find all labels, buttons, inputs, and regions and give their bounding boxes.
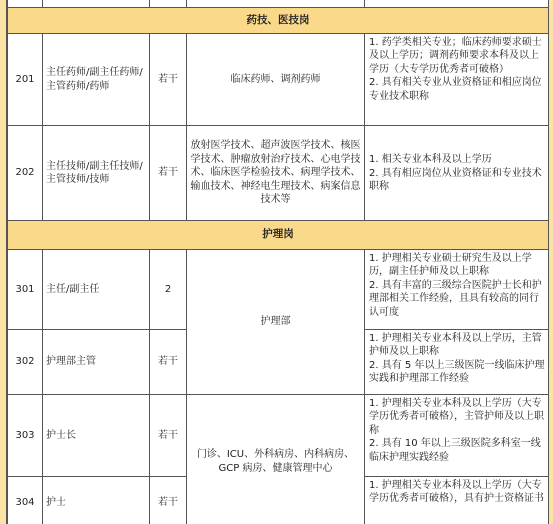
requirement-item: 1. 药学类相关专业；临床药师要求硕士及以上学历；调剂药师要求本科及以上学历（大专学历优秀者可破格） [369,37,542,75]
section-title: 护理岗 [8,221,549,250]
job-title: 护理部主管 [43,330,150,395]
headcount: 2 [150,250,187,330]
department: 放射医学技术、超声波医学技术、核医学技术、肿瘤放射治疗技术、心电学技术、临床医学检验技术、病理学技术、输血技术、神经电生理技术、病案信息技术等 [187,126,365,221]
job-title: 主任/副主任 [43,250,150,330]
row-id: 202 [8,126,43,221]
section-row-nursing [8,221,549,250]
department: 门诊、ICU、外科病房、内科病房、GCP 病房、健康管理中心 [187,395,365,524]
headcount: 若干 [150,34,187,126]
previous-row-tail [8,0,549,8]
department: 护理部 [187,250,365,395]
headcount: 若干 [150,126,187,221]
row-id: 301 [8,250,43,330]
job-title: 护士 [43,477,150,524]
requirement-item: 1. 护理相关专业硕士研究生及以上学历，副主任护师及以上职称 [369,253,532,278]
department: 临床药师、调剂药师 [187,34,365,126]
requirements [365,250,549,330]
requirement-item: 1. 护理相关专业本科及以上学历，主管护师及以上职称 [369,333,542,358]
job-title: 护士长 [43,395,150,477]
row-id: 303 [8,395,43,477]
table-row-303 [8,395,549,477]
row-id: 304 [8,477,43,524]
requirements [365,330,549,395]
headcount: 若干 [150,395,187,477]
recruitment-table-sheet [6,0,549,524]
row-id: 201 [8,34,43,126]
requirement-item: 2. 具有 5 年以上三级医院一线临床护理实践和护理部工作经验 [369,359,545,385]
table-row-202 [8,126,549,221]
requirement-item: 2. 具有相应岗位从业资格证和专业技术职称 [369,167,542,193]
recruitment-table [7,0,549,524]
requirement-item: 2. 具有丰富的三级综合医院护士长和护理部相关工作经验，且具有较高的同行认可度 [369,279,542,318]
requirements [365,395,549,477]
job-title: 主任药师/副主任药师/主管药师/药师 [43,34,150,126]
requirement-item: 2. 具有相关专业从业资格证和相应岗位专业技术职称 [369,77,542,102]
table-row-301 [8,250,549,330]
requirement-item: 1. 相关专业本科及以上学历 [369,154,492,166]
table-row-201 [8,34,549,126]
requirement-item: 2. 具有 10 年以上三级医院多科室一线临床护理实践经验 [369,438,541,463]
headcount: 若干 [150,477,187,524]
requirement-item: 1. 护理相关专业本科及以上学历（大专学历优秀者可破格），具有护士资格证书 [369,480,544,505]
section-row-pharmacy-medtech [8,8,549,34]
requirements [365,126,549,221]
requirement-item: 1. 护理相关专业本科及以上学历（大专学历优秀者可破格），主管护师及以上职称 [369,398,544,436]
headcount: 若干 [150,330,187,395]
requirements [365,34,549,126]
job-title: 主任技师/副主任技师/主管技师/技师 [43,126,150,221]
requirements [365,477,549,524]
section-title: 药技、医技岗 [8,8,549,34]
row-id: 302 [8,330,43,395]
